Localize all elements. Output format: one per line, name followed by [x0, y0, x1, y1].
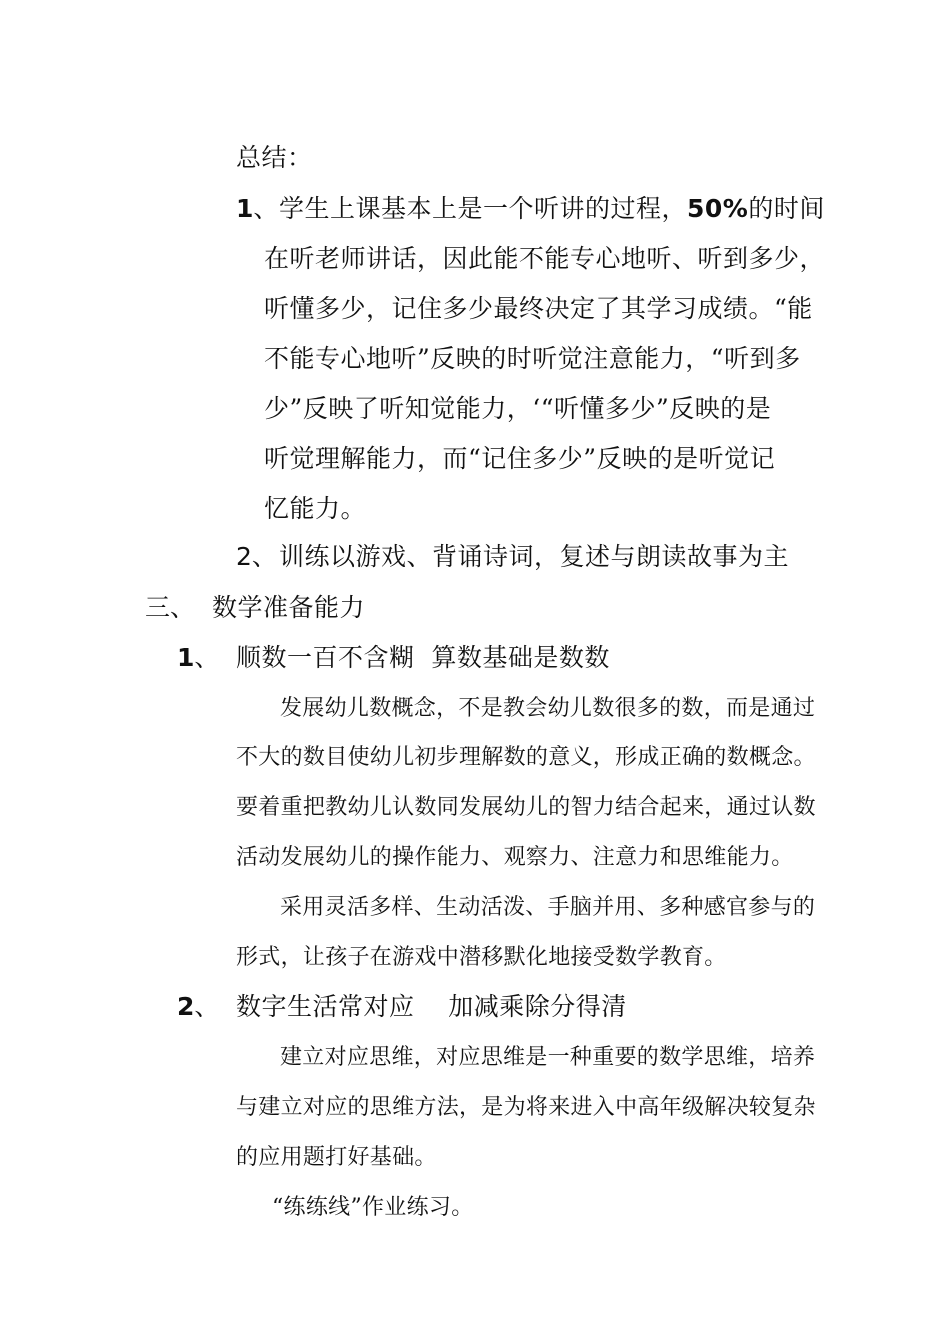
- item-separator: 、: [194, 643, 220, 672]
- section3-title: 数学准备能力: [212, 593, 366, 622]
- sub1-paragraph-line: 采用灵活多样、生动活泼、手脑并用、多种感官参与的: [280, 895, 816, 920]
- percent-value: 50%: [687, 194, 749, 223]
- sub1-paragraph-line: 发展幼儿数概念，不是教会幼儿数很多的数，而是通过: [280, 696, 816, 721]
- summary-item1-first-line: [279, 192, 825, 226]
- sub2-number: [177, 990, 219, 1024]
- summary-item2-text: 训练以游戏、背诵诗词，复述与朗读故事为主: [279, 542, 790, 571]
- sub1-number: [177, 641, 219, 675]
- item-number: 2: [177, 992, 195, 1021]
- item-separator: 、: [253, 194, 279, 223]
- sub2-paragraph-line: 的应用题打好基础。: [236, 1145, 437, 1170]
- summary-item1-line: 听觉理解能力，而“记住多少”反映的是听觉记: [264, 444, 776, 473]
- sub1-paragraph-line: 不大的数目使幼儿初步理解数的意义，形成正确的数概念。: [236, 745, 816, 770]
- summary-item1-line: 忆能力。: [264, 494, 367, 523]
- item-separator: 、: [251, 542, 277, 571]
- sub2-paragraph-line: “练练线”作业练习。: [272, 1195, 474, 1220]
- sub1-title: 顺数一百不含糊 算数基础是数数: [236, 643, 610, 672]
- summary-item1-line: 少”反映了听知觉能力，‘“听懂多少”反映的是: [264, 394, 772, 423]
- summary-item1-number: [236, 192, 278, 226]
- summary-item1-line: 不能专心地听”反映的时听觉注意能力，“听到多: [264, 344, 801, 373]
- item-number: 2: [236, 542, 252, 571]
- text-run: 的时间: [748, 194, 825, 223]
- sub2-title: 数字生活常对应 加减乘除分得清: [236, 992, 627, 1021]
- sub2-paragraph-line: 与建立对应的思维方法，是为将来进入中高年级解决较复杂: [236, 1095, 816, 1120]
- summary-item1-line: 听懂多少，记住多少最终决定了其学习成绩。“能: [264, 294, 813, 323]
- text-run: 学生上课基本上是一个听讲的过程，: [279, 194, 688, 223]
- sub1-paragraph-line: 形式，让孩子在游戏中潜移默化地接受数学教育。: [236, 945, 727, 970]
- summary-heading: 总结：: [236, 143, 313, 172]
- summary-item2-number: [236, 540, 277, 574]
- item-number: 1: [177, 643, 195, 672]
- sub1-paragraph-line: 活动发展幼儿的操作能力、观察力、注意力和思维能力。: [236, 845, 794, 870]
- sub2-paragraph-line: 建立对应思维，对应思维是一种重要的数学思维，培养: [280, 1045, 816, 1070]
- sub1-paragraph-line: 要着重把教幼儿认数同发展幼儿的智力结合起来，通过认数: [236, 795, 816, 820]
- item-number: 1: [236, 194, 254, 223]
- item-separator: 、: [194, 992, 220, 1021]
- section3-number: 三、: [145, 593, 196, 622]
- summary-item1-line: 在听老师讲话，因此能不能专心地听、听到多少，: [264, 244, 826, 273]
